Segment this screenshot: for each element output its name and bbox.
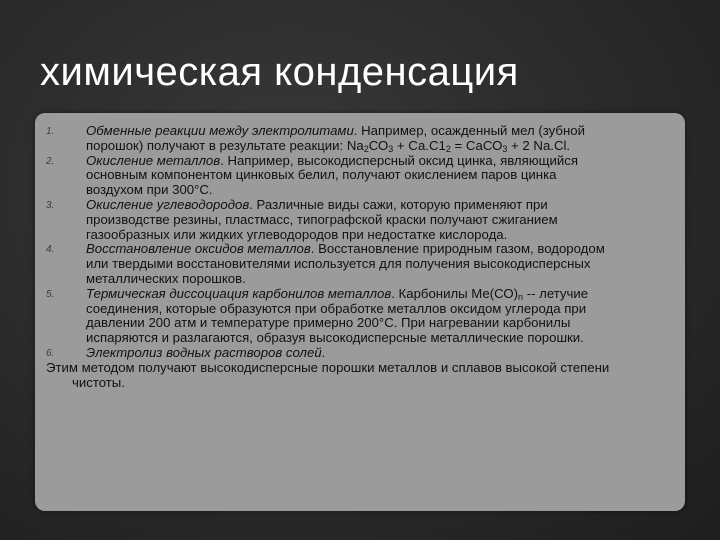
slide-title: химическая конденсация bbox=[40, 50, 519, 94]
subscript: 3 bbox=[388, 143, 394, 154]
item-heading: Восстановление оксидов металлов bbox=[86, 241, 311, 257]
item-heading: Электролиз водных растворов солей bbox=[86, 344, 322, 360]
item-text: . Различные виды сажи, которую применяют при производстве резины, пластмасс, типографской краски получают сжиганием газообразных или жидких углеводородов при недостатке кислорода. bbox=[86, 196, 558, 242]
list-item bbox=[46, 124, 614, 154]
list-number: 3. bbox=[46, 199, 55, 211]
item-heading: Обменные реакции между электролитами bbox=[86, 123, 354, 138]
subscript: n bbox=[518, 291, 524, 302]
list-item bbox=[46, 287, 614, 346]
list-number: 6. bbox=[46, 347, 55, 359]
list-item bbox=[46, 198, 614, 242]
item-text: . bbox=[321, 344, 326, 360]
list-item bbox=[46, 154, 614, 198]
content-text bbox=[46, 124, 614, 390]
subscript: 2 bbox=[445, 143, 451, 154]
list-item bbox=[46, 346, 614, 361]
list-number: 1. bbox=[46, 126, 55, 137]
subscript: 2 bbox=[363, 143, 369, 154]
list-item bbox=[46, 242, 614, 286]
item-heading: Окисление металлов bbox=[86, 152, 221, 168]
item-text: + 2 Na.Cl. bbox=[507, 137, 571, 153]
item-text: . Восстановление природным газом, водородом или твердыми восстановителями используется для получения высокодисперсных металлических порошков. bbox=[86, 241, 605, 286]
item-text: СО bbox=[368, 137, 389, 153]
list-number: 2. bbox=[46, 155, 55, 167]
item-text: . Например, высокодисперсный оксид цинка, являющийся основным компонентом цинковых белил, получают окислением паров цинка воздухом при 300°С. bbox=[86, 152, 578, 198]
list-number: 4. bbox=[46, 244, 55, 256]
list-number: 5. bbox=[46, 288, 55, 300]
item-heading: Окисление углеводородов bbox=[86, 196, 250, 212]
item-text: . Например, осажденный мел (зубной порошок) получают в результате реакции: Na bbox=[86, 123, 585, 153]
item-text: + Са.С1 bbox=[393, 137, 446, 153]
subscript: 3 bbox=[502, 143, 508, 154]
item-heading: Термическая диссоциация карбонилов металлов bbox=[86, 285, 392, 301]
item-text: -- летучие соединения, которые образуются при обработке металлов оксидом углерода при давлении 200 атм и температуре примерно 200°С. При нагревании карбонилы испаряются и разлагаются, образуя высокодисперсные металлические порошки. bbox=[86, 285, 589, 346]
item-text: . Карбонилы Ме(СО) bbox=[391, 285, 519, 301]
item-text: = СаСО bbox=[450, 137, 503, 153]
footer-text: Этим методом получают высокодисперсные порошки металлов и сплавов высокой степени чистоты. bbox=[46, 359, 610, 390]
